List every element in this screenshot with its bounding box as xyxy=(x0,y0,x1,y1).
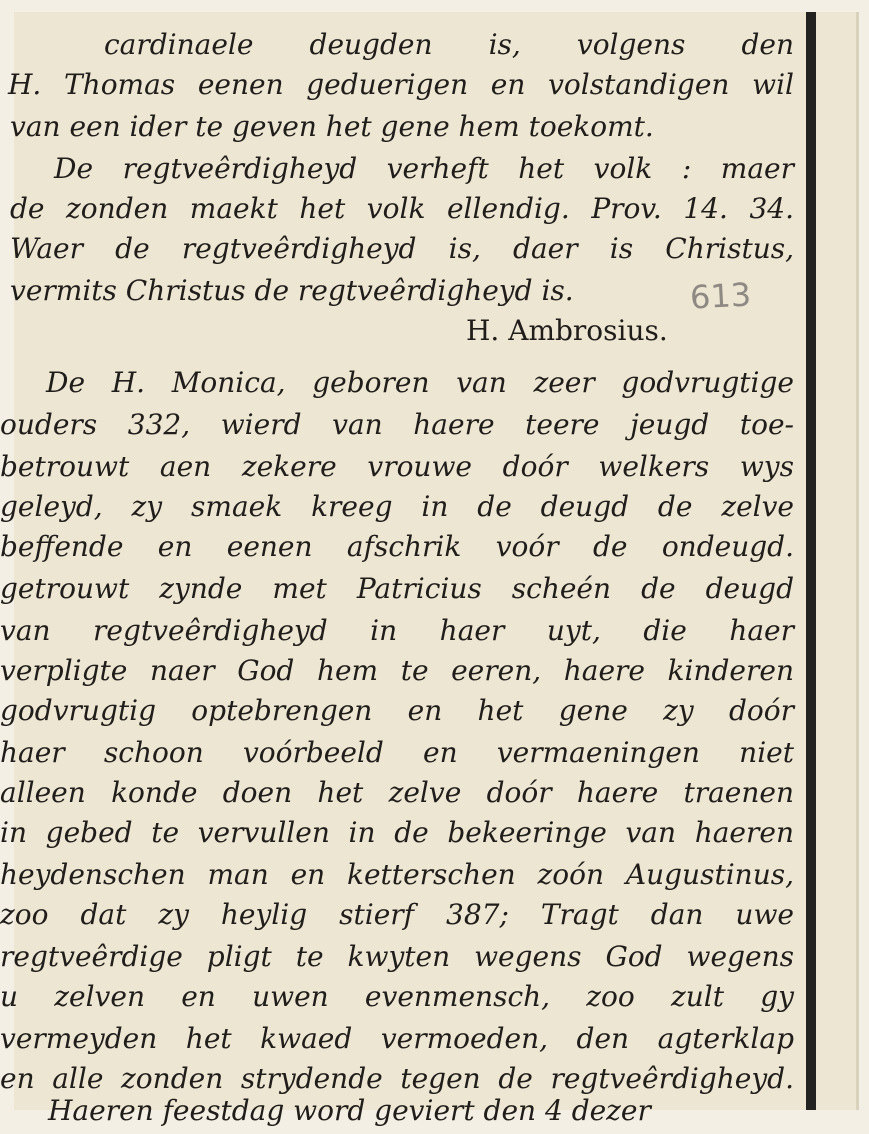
text-line-3: van een ider te geven het gene hem toekomt. xyxy=(10,110,654,143)
text-line-11: betrouwt aen zekere vrouwe doór welkers wys xyxy=(0,450,794,483)
text-line-16: verpligte naer God hem te eeren, haere kinderen xyxy=(0,654,794,687)
text-line-6: Waer de regtveêrdigheyd is, daer is Christus, xyxy=(10,232,794,265)
text-line-24: u zelven en uwen evenmensch, zoo zult gy xyxy=(0,980,794,1013)
text-line-17: godvrugtig optebrengen en het gene zy doór xyxy=(0,694,794,727)
text-line-1: cardinaele deugden is, volgens den xyxy=(104,28,794,61)
text-line-15: van regtveêrdigheyd in haer uyt, die haer xyxy=(0,614,794,647)
text-line-21: heydenschen man en ketterschen zoón Augustinus, xyxy=(0,858,794,891)
text-line-27-cropped: Haeren feestdag word geviert den 4 dezer xyxy=(48,1094,651,1127)
text-line-23: regtveêrdige pligt te kwyten wegens God wegens xyxy=(0,940,794,973)
text-line-25: vermeyden het kwaed vermoeden, den agterklap xyxy=(0,1022,794,1055)
handwritten-annotation: 613 xyxy=(689,275,753,317)
text-line-20: in gebed te vervullen in de bekeeringe van haeren xyxy=(0,816,794,849)
column-rule xyxy=(806,12,816,1110)
text-line-7: vermits Christus de regtveêrdigheyd is. xyxy=(10,274,574,307)
text-line-13: beffende en eenen afschrik voór de ondeugd. xyxy=(0,530,794,563)
text-line-19: alleen konde doen het zelve doór haere traenen xyxy=(0,776,794,809)
text-line-14: getrouwt zynde met Patricius scheén de deugd xyxy=(0,572,794,605)
attribution-ambrosius: H. Ambrosius. xyxy=(466,314,668,347)
cropped-top-line xyxy=(14,6,794,26)
text-line-18: haer schoon voórbeeld en vermaeningen niet xyxy=(0,736,794,769)
text-line-5: de zonden maekt het volk ellendig. Prov. 14. 34. xyxy=(10,192,794,225)
text-line-22: zoo dat zy heylig stierf 387; Tragt dan uwe xyxy=(0,898,794,931)
text-line-2: H. Thomas eenen geduerigen en volstandigen wil xyxy=(8,68,794,101)
clipping-page xyxy=(0,12,859,1127)
text-line-10: ouders 332, wierd van haere teere jeugd toe- xyxy=(0,408,794,441)
text-line-4: De regtveêrdigheyd verheft het volk : maer xyxy=(54,152,794,185)
text-line-9: De H. Monica, geboren van zeer godvrugtige xyxy=(46,366,794,399)
text-line-26: en alle zonden strydende tegen de regtveêrdigheyd. xyxy=(0,1062,794,1095)
text-line-12: geleyd, zy smaek kreeg in de deugd de zelve xyxy=(0,490,794,523)
